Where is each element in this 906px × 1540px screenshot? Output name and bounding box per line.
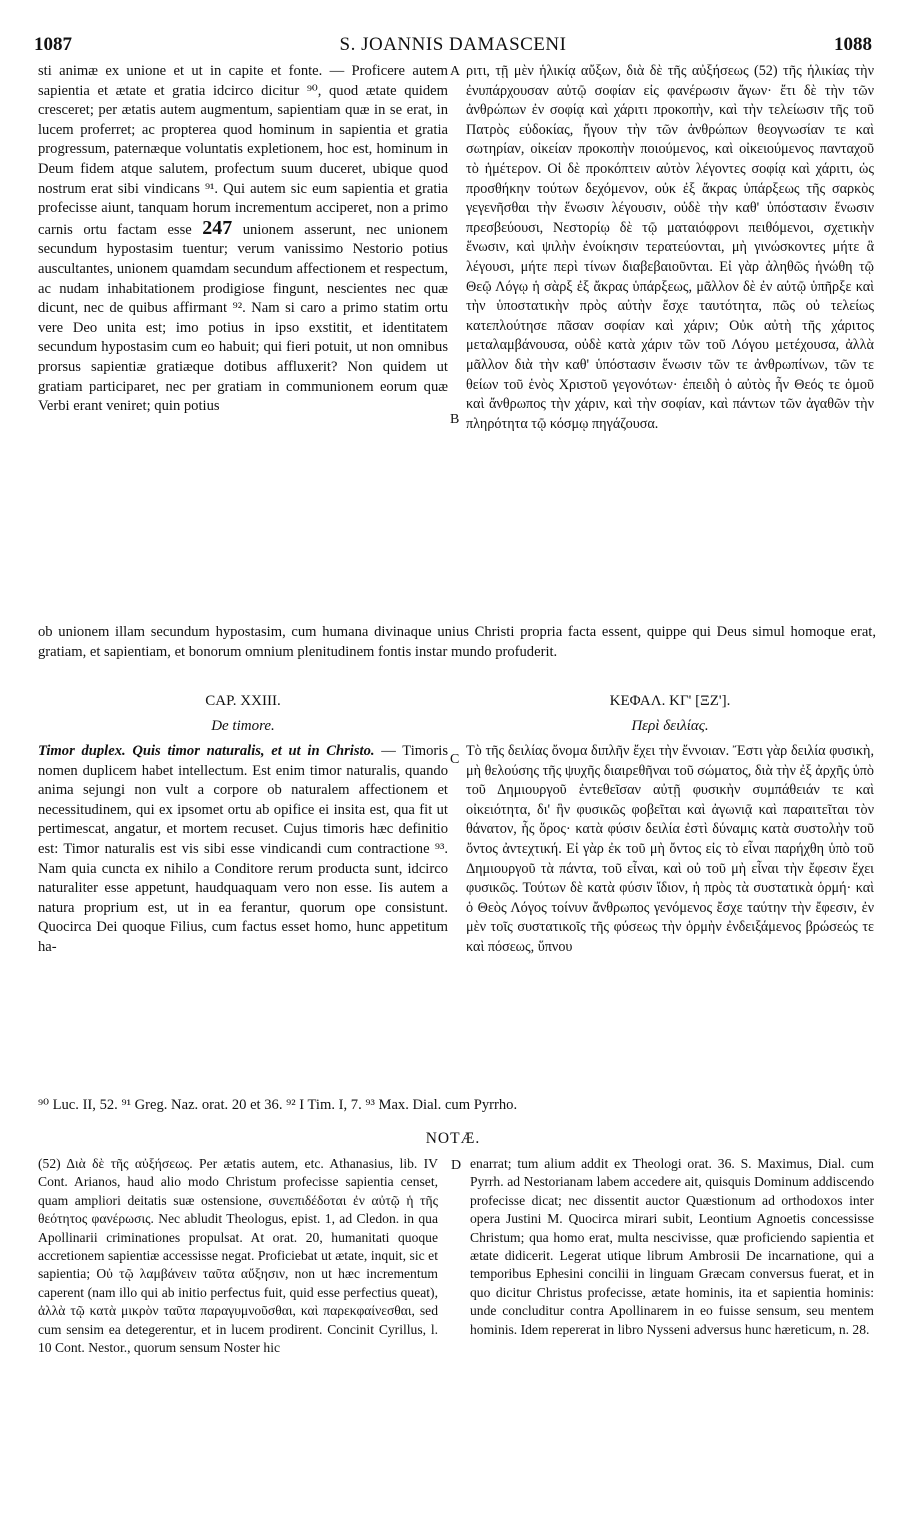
latin-text-3: — Timoris nomen duplicem habet intellectum. Est enim timor naturalis, quando anima sejungi non vult a corpore ob naturalem affectionem et necessitudinem, qui ex ipsomet ortu ab opifice ei insita est, qua fit ut pertimescat, angatur, et mortem recuset. Cujus timoris hæc definitio est: Timor naturalis est vis sibi esse vindicandi cum contractione ⁹³. Nam quia cuncta ex nihilo a Conditore rerum producta sunt, idcirco naturaliter esse appetunt, haudquaquam vero non esse. Iis autem a natura proprium est, ut in ea ferantur, quorum ope consistunt. Quocirca Dei quoque Filius, cum factus esset homo, hunc appetitum ha-: [38, 743, 448, 955]
greek-column-bottom: [466, 742, 874, 958]
chapter-subtitle-greek: Περὶ δειλίας.: [631, 718, 709, 734]
page-mark: 247: [202, 216, 233, 239]
margin-marker-b: B: [450, 412, 460, 427]
notes-column-right: enarrat; tum alium addit ex Theologi orat. 36. S. Maximus, Dial. cum Pyrrh. ad Nestorianam labem accedere ait, quisquis Dominum addiscendo profecisse dicat; nec dissentit auctor Quæstionum ad orthodoxos inter opera Justini M. Quocirca mirari subit, Leontium Agnoetis concessisse Christum; qua homo erat, multa nescivisse, quæ proficiendo sapientia et ætate didicerit. Legerat utique librum Ambrosii De incarnatione, qui a temporibus Ephesini concilii in linguam Græcam conversus fuerat, et in quo dicitur Christus profecisse, ætate hominis, ita et sapientia hominis: unde concluditur contra Apollinarem in eo fuisse sensum, seu mentem hominis. Idem repererat in libro Nysseni adversus hunc hæreticum, n. 28.: [470, 1156, 874, 1337]
notes-title: NOTÆ.: [425, 1130, 481, 1147]
running-title: S. JOANNIS DAMASCENI: [339, 34, 567, 55]
chapter-subtitle-latin: De timore.: [211, 718, 275, 734]
greek-text-top: ριτι, τῇ μὲν ἡλικίᾳ αὔξων, διὰ δὲ τῆς αὐξήσεως (52) τῆς ἡλικίας τὴν ἐνυπάρχουσαν αὐτῷ σοφίαν εἰς φανέρωσιν ἄγων· ἔτι δὲ τὴν τῶν ἀνθρώπων ἐν σοφίᾳ καὶ χάριτι προκοπὴν, καὶ τὴν τελείωσιν τῆς τοῦ Πατρὸς εὐδοκίας, ἤγουν τὴν τῶν ἀνθρώπων θεογνωσίαν τε καὶ σωτηρίαν, οἰκείαν προκοπὴν ποιούμενος, καὶ οἰκειούμενος πανταχοῦ τὸ ἡμέτερον. Οἱ δὲ προκόπτειν αὐτὸν λέγοντες σοφίᾳ καὶ χάριτι, ὡς προσθήκην τούτων δεχόμενον, οὐκ ἐξ ἄκρας ὑπάρξεως τῆς σαρκὸς γεγενῆσθαι τὴν ἕνωσιν λέγουσιν, οὐδὲ τὴν καθ' ὑπόστασιν ἕνωσιν πρεσβεύουσι, Νεστορίῳ δὲ τῷ ματαιόφρονι πειθόμενοι, σχετικὴν ἕνωσιν, καὶ ψιλὴν ἐνοίκησιν τερατεύονται, μὴ γινώσκοντες μήτε ἃ λέγουσι, μήτε περὶ τίνων διαβεβαιοῦνται. Εἰ γὰρ ἀληθῶς ἡνώθη τῷ Θεῷ Λόγῳ ἡ σὰρξ ἐξ ἄκρας ὑπάρξεως, μᾶλλον δὲ ἐν αὐτῷ ὑπῆρξε καὶ τὴν ὑποστατικὴν πρὸς αὐτὴν ἔσχε ταυτότητα, πῶς οὐ τελείως κατεπλούτησε πᾶσαν σοφίαν καὶ χάριν; Οὐκ αὐτὴ τῆς χάριτος μεταλαμβάνουσα, οὐδὲ κατὰ χάριν τῶν τοῦ Λόγου μετέχουσα, ἀλλὰ μᾶλλον διὰ τὴν καθ' ὑπόστασιν ἕνωσιν τῶν τε ἀνθρωπίνων, τῶν τε θείων τοῦ ἑνὸς Χριστοῦ γεγονότων· ἐπειδὴ ὁ αὐτὸς ἦν Θεός τε ὁμοῦ καὶ ἄνθρωπος τὴν χάριν, καὶ τὴν σοφίαν, καὶ πάντων τῶν ἀγαθῶν τὴν πληρότητα τῷ κόσμῳ πηγάζουσα.: [466, 63, 874, 432]
greek-text-bottom: Τὸ τῆς δειλίας ὄνομα διπλῆν ἔχει τὴν ἔννοιαν. Ἔστι γὰρ δειλία φυσικὴ, μὴ θελούσης τῆς ψυχῆς διαιρεθῆναι τοῦ σώματος, διὰ τὴν ἐξ ἀρχῆς ὑπὸ τοῦ Δημιουργοῦ ἐντεθεῖσαν αὐτῇ φυσικὴν συμπάθειάν τε καὶ οἰκειότητα, δι' ἣν φυσικῶς φοβεῖται καὶ ἀγωνιᾷ καὶ παραιτεῖται τὸν θάνατον, ἧς ὅρος· κατὰ φύσιν δειλία ἐστὶ δύναμις κατὰ συστολὴν τοῦ ὄντος ἀντεχτική. Εἰ γὰρ ἐκ τοῦ μὴ ὄντος εἰς τὸ εἶναι παρήχθη ὑπὸ τοῦ Δημιουργοῦ τὰ πάντα, τοῦ εἶναι, καὶ οὐ τοῦ μὴ εἶναι τὴν ἔφεσιν ἔχει φυσικῶς. Τούτων δὲ κατὰ φύσιν ἴδιον, ἡ πρὸς τὰ συστατικὰ ὁρμή· καὶ ὁ Θεὸς Λόγος τοίνυν ἄνθρωπος γενόμενος ἔσχε ταύτην τὴν ἔφεσιν, ἐν μὲν τοῖς συστατικοῖς τῆς φύσεως τὴν ὁρμὴν ἐνδειξάμενος βρώσεώς τε καὶ πόσεως, ὕπνου: [466, 743, 874, 955]
latin-column-bottom: [38, 742, 448, 958]
greek-column-top: [466, 62, 874, 434]
full-width-text: ob unionem illam secundum hypostasim, cum humana divinaque unius Christi propria facta essent, quippe qui Deus simul homoque erat, gratiam, et sapientiam, et bonorum omnium plenitudinem fontis instar mundo profuderit.: [38, 624, 876, 660]
latin-text-1: sti animæ ex unione et ut in capite et fonte. — Proficere autem sapientia et ætate et gratia idcirco dicitur ⁹⁰, quod ætate quidem cresceret; per ætatis autem augmentum, sapientiam quæ in se erat, in lucem proferret; ac propterea quod hominum in sapientia et gratia progressum, paternæque voluntatis expletionem, hoc est, hominum in Deum fidem atque salutem, profectum suum duceret, ubique quod nostrum erat sibi vindicans ⁹¹. Qui autem sic eum sapientia et gratia profecisse aiunt, tanquam horum incrementum acciperet, non a primo carnis ortu factam esse: [38, 63, 448, 238]
chapter-heading-latin: CAP. XXIII.: [205, 693, 281, 709]
latin-lead: Timor duplex. Quis timor naturalis, et ut in Christo.: [38, 743, 375, 759]
latin-text-2: unionem asserunt, nec unionem secundum hypostasim tuentur; verum vanissimo Nestorio potius auscultantes, unionem quamdam secundum affectionem et respectum, ac nudam inhabitationem prodigiose fingunt, nescientes nec quæ dicunt, nec de quibus affirmant ⁹². Nam si caro a primo statim ortu vere Deo unita est; imo potius in ipso exstitit, et identitatem secundum hypostasim cum eo habuit; qui fieri potuit, ut non omnibus prorsus sapientiæ gratiæque dotibus affluxerit? Non quidem ut gratiam participaret, nec per gratiam in communionem eorum quæ Verbi erant veniret; quin potius: [38, 221, 448, 415]
page-header: [34, 34, 872, 58]
page-number-right: 1088: [834, 34, 872, 55]
notes-column-left: (52) Διὰ δὲ τῆς αὐξήσεως. Per ætatis autem, etc. Athanasius, lib. IV Cont. Arianos, haud alio modo Christum profecisse sapientia censet, quam ampliori deitatis suæ ostensione, συνεπιδέδοται ἐν αὐτῷ ἡ τῆς θεότητος φανέρωσις. Nec abludit Theologus, epist. 1, ad Cledon. in qua Apollinarii criminationes propulsat. At orat. 20, humanitati quoque accretionem sapientiæ accessisse negat. Proficiebat ut ætate, inquit, sic et sapientia; Οὐ τῷ λαμβάνειν ταῦτα αὔξησιν, non ut hæc incrementum caperent (nam illo qui ab initio perfectus fuit, quid esse perfectius queat), ἀλλὰ τῷ κατὰ μικρὸν ταῦτα παραγυμνοῦσθαι, καὶ παρεκφαίνεσθαι, sed cum sensim ea detegerentur, et in lucem prodirent. Concinit Cyrillus, l. 10 Cont. Nestor., quorum sensum Noster hic: [38, 1156, 438, 1356]
margin-marker-a: A: [450, 64, 461, 79]
chapter-heading-greek: ΚΕΦΑΛ. ΚΓ' [ΞΖ'].: [609, 693, 731, 709]
margin-marker-d: D: [451, 1158, 462, 1173]
footnotes: ⁹⁰ Luc. II, 52. ⁹¹ Greg. Naz. orat. 20 et 36. ⁹² I Tim. I, 7. ⁹³ Max. Dial. cum Pyrrho.: [38, 1097, 518, 1113]
page-number-left: 1087: [34, 34, 72, 55]
margin-marker-c: C: [450, 752, 460, 767]
latin-column-top: [38, 62, 448, 417]
